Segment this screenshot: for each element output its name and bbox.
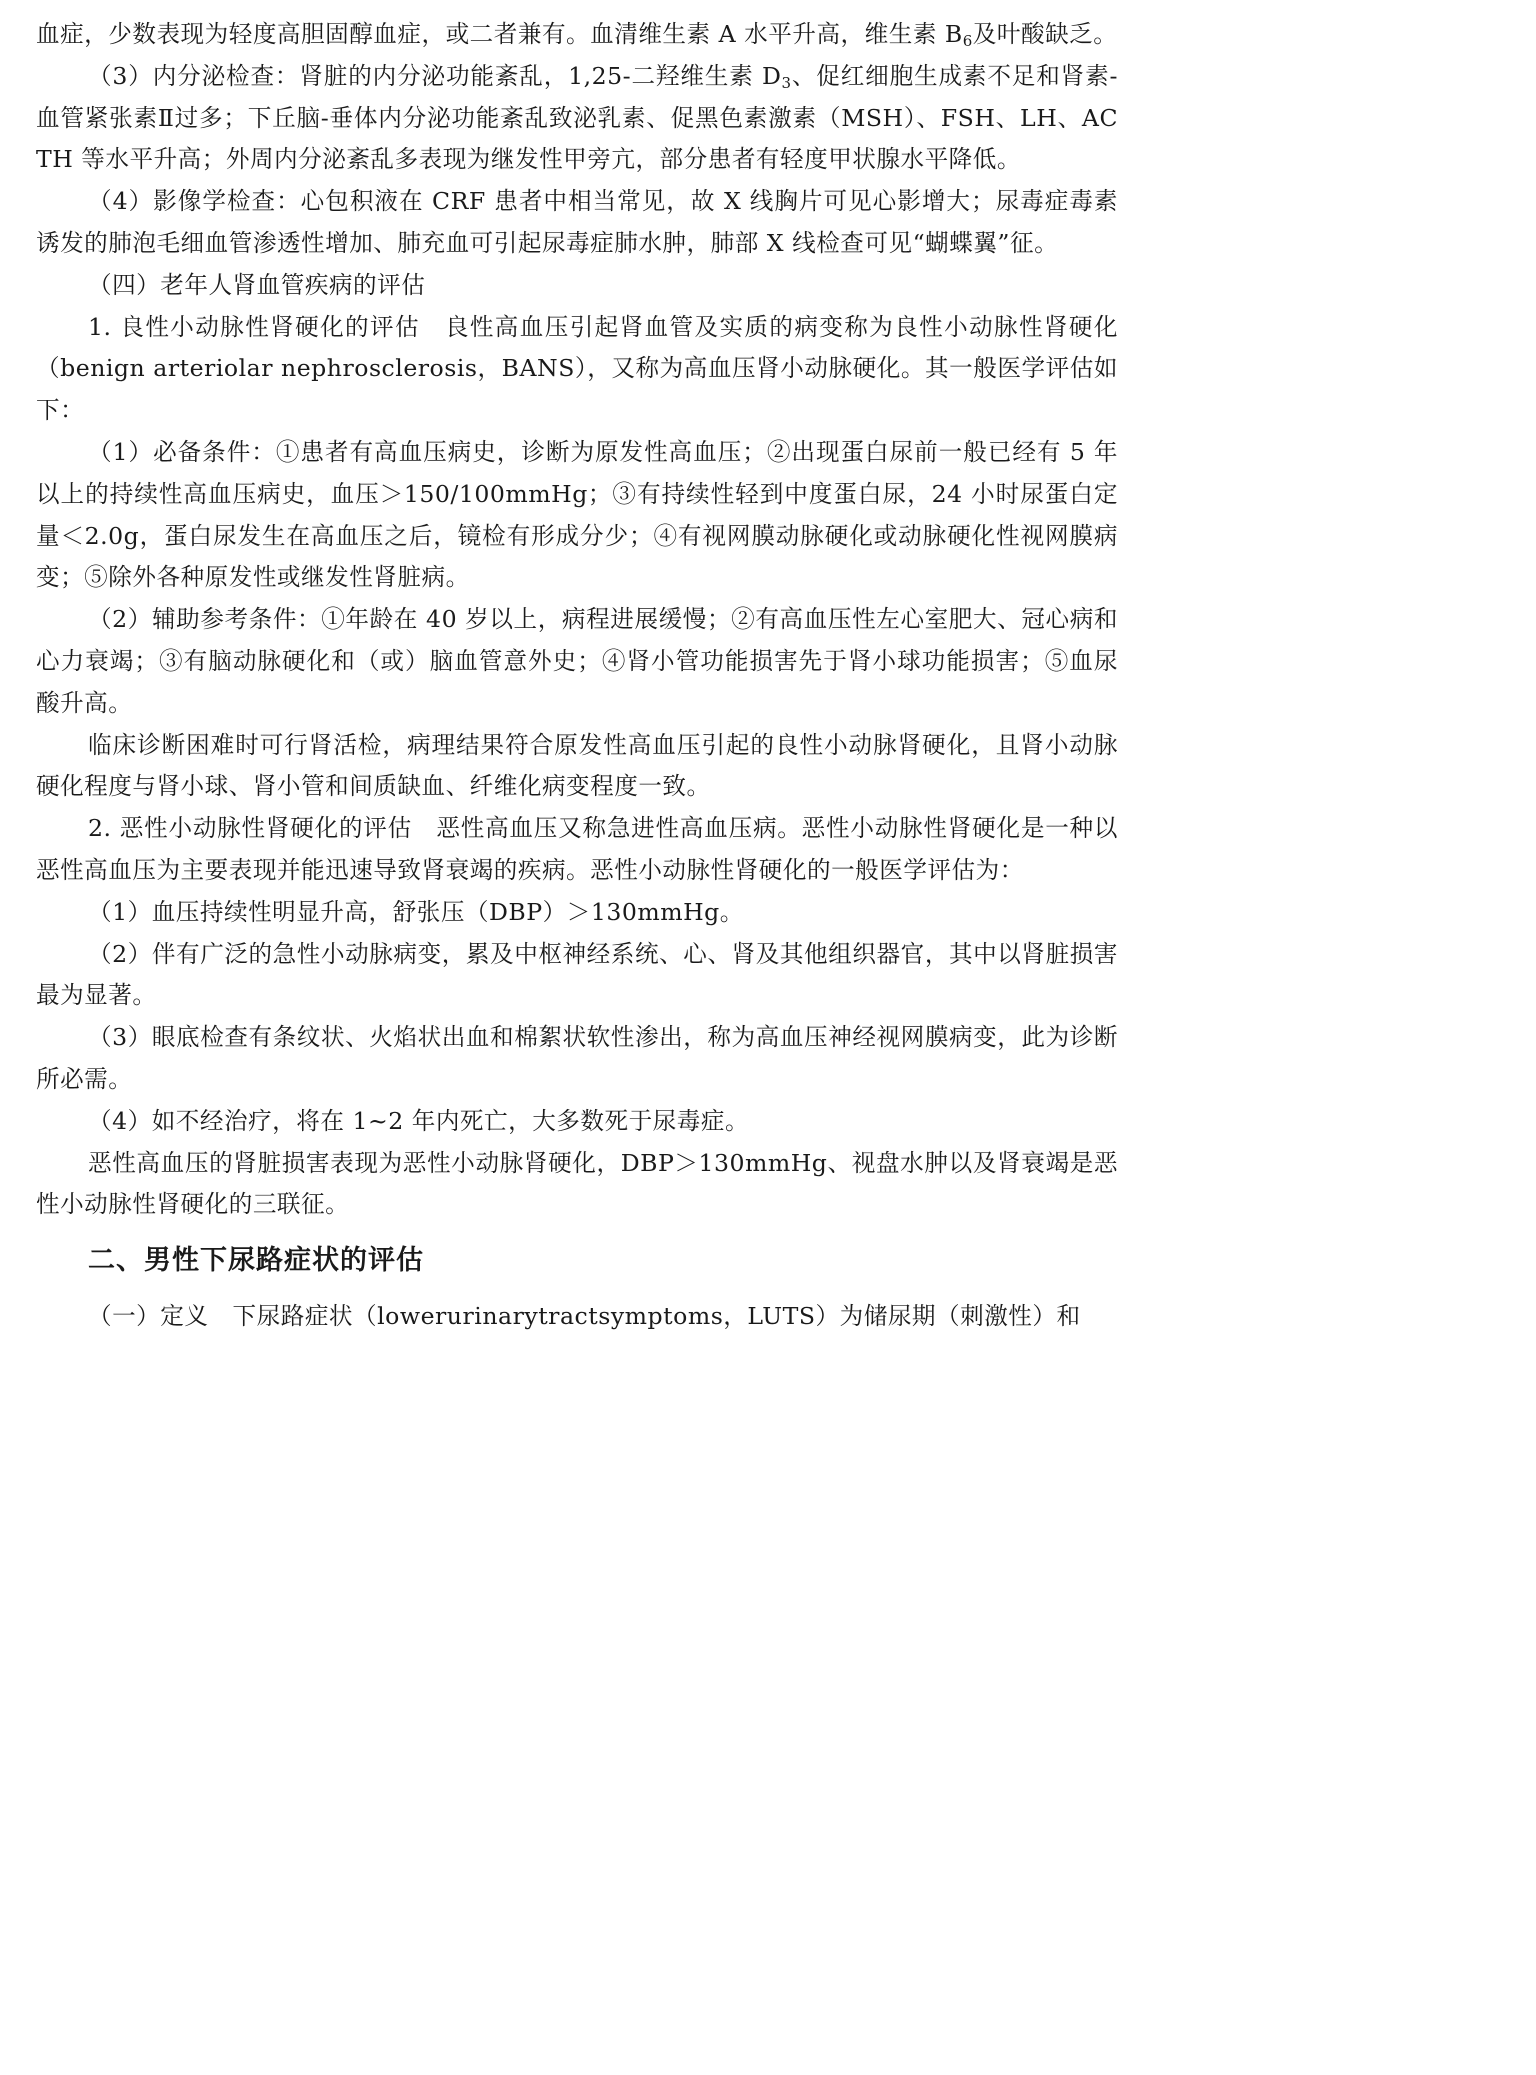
section-title-luts: 二、男性下尿路症状的评估 bbox=[88, 1245, 424, 1277]
paragraph-luts-definition: （一）定义 下尿路症状（lowerurinarytractsymptoms，LUTS）为储尿期（刺激性）和 bbox=[88, 1302, 1081, 1331]
paragraph-malignant-item-4: （4）如不经治疗，将在 1~2 年内死亡，大多数死于尿毒症。 bbox=[88, 1106, 750, 1135]
paragraph-malignant-item-2: （2）伴有广泛的急性小动脉病变，累及中枢神经系统、心、肾及其他组织器官，其中以肾脏损害最为显著。 bbox=[36, 939, 1118, 1010]
paragraph-imaging-exam: （4）影像学检查：心包积液在 CRF 患者中相当常见，故 X 线胸片可见心影增大；尿毒症毒素诱发的肺泡毛细血管渗透性增加、肺充血可引起尿毒症肺水肿，肺部 X 线检查可见“蝴蝶翼”征。 bbox=[36, 187, 1118, 257]
paragraph-auxiliary-conditions: （2）辅助参考条件：①年龄在 40 岁以上，病程进展缓慢；②有高血压性左心室肥大、冠心病和心力衰竭；③有脑动脉硬化和（或）脑血管意外史；④肾小管功能损害先于肾小球功能损害；⑤血尿酸升高。 bbox=[36, 605, 1118, 717]
paragraph-required-conditions: （1）必备条件：①患者有高血压病史，诊断为原发性高血压；②出现蛋白尿前一般已经有 5 年以上的持续性高血压病史，血压＞150/100mmHg；③有持续性轻到中度蛋白尿，24 小时尿蛋白定量＜2.0g，蛋白尿发生在高血压之后，镜检有形成分少；④有视网膜动脉硬化或动脉硬化性视网膜病变；⑤除外各种原发性或继发性肾脏病。 bbox=[36, 437, 1118, 592]
paragraph-malignant-item-3: （3）眼底检查有条纹状、火焰状出血和棉絮状软性渗出，称为高血压神经视网膜病变，此为诊断所必需。 bbox=[36, 1023, 1118, 1093]
paragraph-malignant-item-1: （1）血压持续性明显升高，舒张压（DBP）＞130mmHg。 bbox=[88, 897, 744, 926]
paragraph-lipid-vitamin: 血症，少数表现为轻度高胆固醇血症，或二者兼有。血清维生素 A 水平升高，维生素 $B_6$及叶酸缺乏。 bbox=[36, 20, 1118, 50]
paragraph-endocrine-exam: （3）内分泌检查：肾脏的内分泌功能紊乱，1,25-二羟维生素 $D_3$、促红细胞生成素不足和肾素-血管紧张素Ⅱ过多；下丘脑-垂体内分泌功能紊乱致泌乳素、促黑色素激素（MSH）、FSH、LH、ACTH 等水平升高；外周内分泌紊乱多表现为继发性甲旁亢，部分患者有轻度甲状腺水平降低。 bbox=[36, 61, 1118, 174]
document-page bbox=[36, 14, 1118, 1338]
paragraph-malignant-nephrosclerosis: 2. 恶性小动脉性肾硬化的评估 恶性高血压又称急进性高血压病。恶性小动脉性肾硬化是一种以恶性高血压为主要表现并能迅速导致肾衰竭的疾病。恶性小动脉性肾硬化的一般医学评估为： bbox=[36, 814, 1118, 884]
paragraph-benign-nephrosclerosis: 1. 良性小动脉性肾硬化的评估 良性高血压引起肾血管及实质的病变称为良性小动脉性肾硬化（benign arteriolar nephrosclerosis，BANS），又称为高血压肾小动脉硬化。其一般医学评估如下： bbox=[36, 312, 1118, 425]
subheading-renal-vascular: （四）老年人肾血管疾病的评估 bbox=[88, 270, 426, 299]
paragraph-renal-biopsy: 临床诊断困难时可行肾活检，病理结果符合原发性高血压引起的良性小动脉肾硬化，且肾小动脉硬化程度与肾小球、肾小管和间质缺血、纤维化病变程度一致。 bbox=[36, 730, 1118, 801]
paragraph-triad: 恶性高血压的肾脏损害表现为恶性小动脉肾硬化，DBP＞130mmHg、视盘水肿以及肾衰竭是恶性小动脉性肾硬化的三联征。 bbox=[36, 1148, 1118, 1219]
